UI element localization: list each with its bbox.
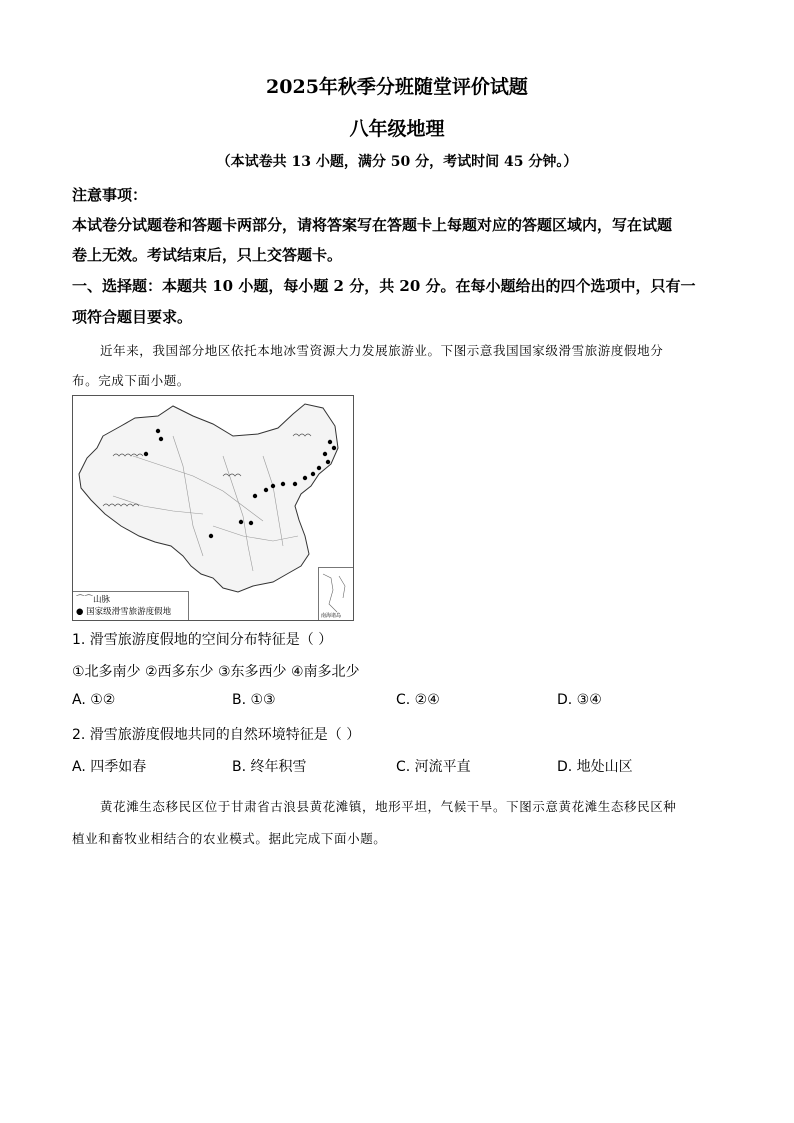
resort-point bbox=[249, 521, 253, 525]
exam-subtitle: 八年级地理 bbox=[349, 118, 445, 140]
resort-point bbox=[328, 440, 332, 444]
q1-stem: 1. 滑雪旅游度假地的空间分布特征是（ ） bbox=[72, 632, 333, 648]
map-legend bbox=[73, 591, 189, 620]
resort-point bbox=[323, 452, 327, 456]
exam-title: 2025年秋季分班随堂评价试题 bbox=[266, 76, 528, 98]
material-2-line-2: 植业和畜牧业相结合的农业模式。据此完成下面小题。 bbox=[72, 831, 387, 846]
q1-option-d[interactable]: D. ③④ bbox=[557, 692, 602, 708]
material-2-line-1: 黄花滩生态移民区位于甘肃省古浪县黄花滩镇，地形平坦，气候干旱。下图示意黄花滩生态移民区种 bbox=[100, 799, 677, 814]
q2-option-c[interactable]: C. 河流平直 bbox=[396, 759, 471, 775]
notice-line-1: 本试卷分试题卷和答题卡两部分，请将答案写在答题卡上每题对应的答题区域内，写在试题 bbox=[72, 216, 673, 234]
notice-heading: 注意事项： bbox=[72, 186, 148, 204]
resort-point bbox=[271, 484, 275, 488]
inset-map-icon bbox=[319, 568, 351, 618]
q2-option-b[interactable]: B. 终年积雪 bbox=[232, 759, 307, 775]
resort-point bbox=[144, 452, 148, 456]
q1-option-c[interactable]: C. ②④ bbox=[396, 692, 440, 708]
legend-mountain-row bbox=[76, 594, 185, 606]
mountain-symbol-icon: ⌒⌒ bbox=[76, 595, 94, 605]
resort-point bbox=[281, 482, 285, 486]
legend-resort-label: 国家级滑雪旅游度假地 bbox=[86, 607, 172, 617]
china-map-figure bbox=[73, 396, 353, 620]
resort-point bbox=[239, 520, 243, 524]
notice-line-2: 卷上无效。考试结束后，只上交答题卡。 bbox=[72, 246, 343, 264]
south-china-sea-inset bbox=[318, 567, 353, 620]
resort-point bbox=[253, 494, 257, 498]
legend-mountain-label: 山脉 bbox=[93, 595, 111, 605]
q2-stem: 2. 滑雪旅游度假地共同的自然环境特征是（ ） bbox=[72, 727, 361, 743]
legend-resort-row bbox=[76, 606, 185, 618]
q1-option-b[interactable]: B. ①③ bbox=[232, 692, 276, 708]
resort-point bbox=[332, 446, 336, 450]
q1-option-a[interactable]: A. ①② bbox=[72, 692, 116, 708]
section-heading-line-2: 项符合题目要求。 bbox=[72, 308, 193, 326]
q1-items: ①北多南少 ②西多东少 ③东多西少 ④南多北少 bbox=[72, 664, 360, 680]
material-1-line-1: 近年来，我国部分地区依托本地冰雪资源大力发展旅游业。下图示意我国国家级滑雪旅游度假地分 bbox=[100, 343, 664, 358]
exam-note: （本试卷共 13 小题，满分 50 分，考试时间 45 分钟。） bbox=[216, 154, 578, 170]
q2-option-a[interactable]: A. 四季如春 bbox=[72, 759, 147, 775]
resort-point bbox=[159, 437, 163, 441]
inset-label: 南海诸岛 bbox=[321, 613, 342, 619]
resort-point bbox=[156, 429, 160, 433]
resort-point bbox=[209, 534, 213, 538]
resort-point bbox=[293, 482, 297, 486]
section-heading-line-1: 一、选择题：本题共 10 小题，每小题 2 分，共 20 分。在每小题给出的四个选项中，只有一 bbox=[72, 277, 696, 295]
resort-point bbox=[264, 488, 268, 492]
q2-option-d[interactable]: D. 地处山区 bbox=[557, 759, 633, 775]
dot-symbol-icon: ● bbox=[76, 607, 84, 617]
resort-point bbox=[303, 476, 307, 480]
material-1-line-2: 布。完成下面小题。 bbox=[72, 373, 190, 388]
resort-point bbox=[317, 466, 321, 470]
ski-resort-map bbox=[72, 395, 354, 621]
resort-point bbox=[311, 472, 315, 476]
resort-point bbox=[326, 460, 330, 464]
